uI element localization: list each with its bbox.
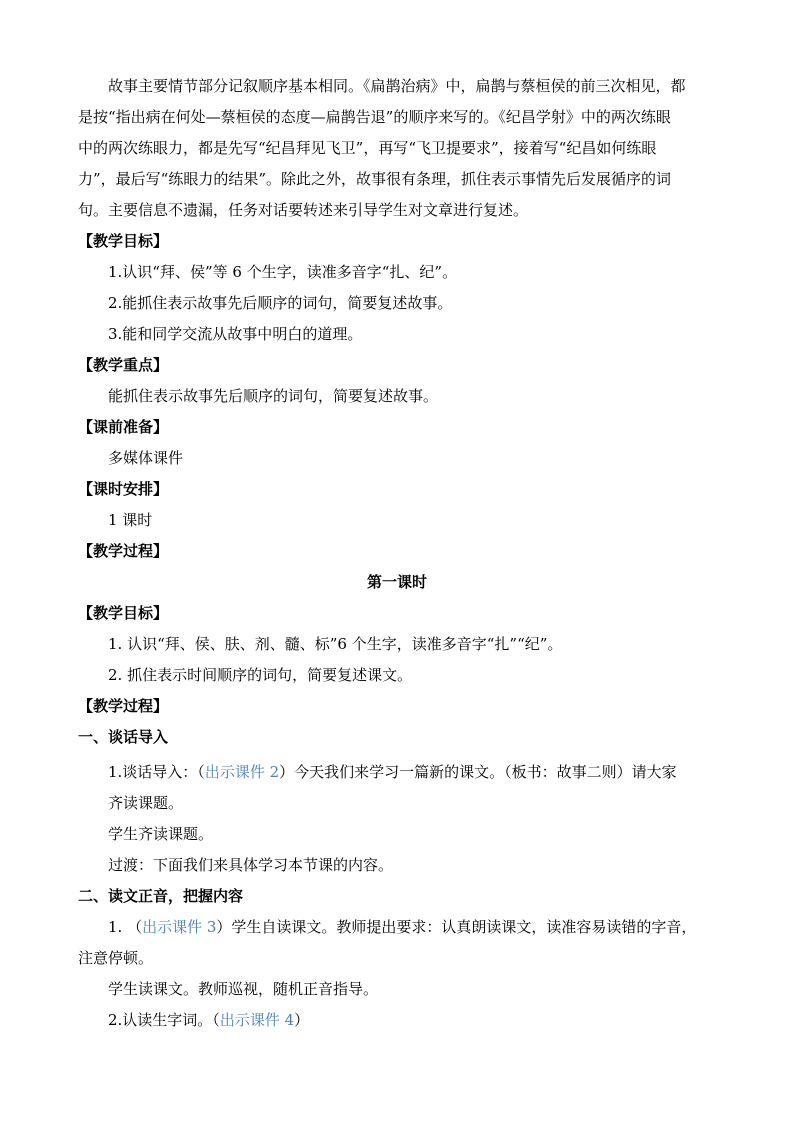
goal-item: 3.能和同学交流从故事中明白的道理。 <box>108 325 363 343</box>
intro-line-5: 句。主要信息不遗漏，任务对话要转述来引导学生对文章进行复述。 <box>78 201 529 219</box>
intro-line-3: 中的两次练眼力，都是先写“纪昌拜见飞卫”，再写“飞卫提要求”，接着写“纪昌如何练眼 <box>78 139 657 157</box>
courseware-link[interactable]: 出示课件 4 <box>219 1011 295 1029</box>
courseware-link[interactable]: 出示课件 3 <box>142 918 217 936</box>
prep-heading: 【课前准备】 <box>78 418 169 436</box>
section1-step1 <box>0 760 794 784</box>
lesson-goal-item: 2. 抓住表示时间顺序的词句，简要复述课文。 <box>108 666 413 684</box>
step-text: 1. （ <box>108 918 143 936</box>
lesson-title: 第一课时 <box>366 573 427 591</box>
section-heading: 一、谈话导入 <box>78 728 169 746</box>
section-heading: 二、读文正音，把握内容 <box>78 887 244 905</box>
goal-item: 1.认识“拜、侯”等 6 个生字，读准多音字“扎、纪”。 <box>108 263 458 281</box>
section1-transition: 过渡：下面我们来具体学习本节课的内容。 <box>108 856 394 874</box>
section1-step1-cont: 齐读课题。 <box>108 794 184 812</box>
step-text: ）学生自读课文。教师提出要求：认真朗读课文，读准容易读错的字音， <box>216 918 697 936</box>
courseware-link[interactable]: 出示课件 2 <box>204 763 280 781</box>
step-text: ） <box>294 1011 310 1029</box>
step-text: ）今天我们来学习一篇新的课文。（板书：故事二则）请大家 <box>279 763 677 781</box>
lesson-process-heading: 【教学过程】 <box>78 697 169 715</box>
goal-item: 2.能抓住表示故事先后顺序的词句，简要复述故事。 <box>108 294 453 312</box>
section2-step2 <box>0 1008 794 1032</box>
section2-step1 <box>0 915 794 939</box>
schedule-heading: 【课时安排】 <box>78 480 169 498</box>
intro-line-1: 故事主要情节部分记叙顺序基本相同。《扁鹊治病》中，扁鹊与蔡桓侯的前三次相见，都 <box>108 77 686 95</box>
intro-line-2: 是按“指出病在何处—蔡桓侯的态度—扁鹊告退”的顺序来写的。《纪昌学射》中的两次练眼 <box>78 108 671 126</box>
prep-text: 多媒体课件 <box>108 449 184 467</box>
step-text: 2.认读生字词。（ <box>108 1011 220 1029</box>
lesson-goals-heading: 【教学目标】 <box>78 604 169 622</box>
section2-step1-cont: 注意停顿。 <box>78 949 154 967</box>
focus-text: 能抓住表示故事先后顺序的词句，简要复述故事。 <box>108 387 439 405</box>
process-heading: 【教学过程】 <box>78 542 169 560</box>
focus-heading: 【教学重点】 <box>78 356 169 374</box>
lesson-goal-item: 1. 认识“拜、侯、肤、剂、髓、标”6 个生字，读准多音字“扎”“纪”。 <box>108 635 563 653</box>
goals-heading: 【教学目标】 <box>78 232 169 250</box>
schedule-text: 1 课时 <box>108 511 153 529</box>
intro-line-4: 力”，最后写“练眼力的结果”。除此之外，故事很有条理，抓住表示事情先后发展循序的词 <box>78 170 672 188</box>
section2-student: 学生读课文。教师巡视，随机正音指导。 <box>108 980 379 998</box>
step-text: 1.谈话导入：（ <box>108 763 205 781</box>
section1-student: 学生齐读课题。 <box>108 825 214 843</box>
